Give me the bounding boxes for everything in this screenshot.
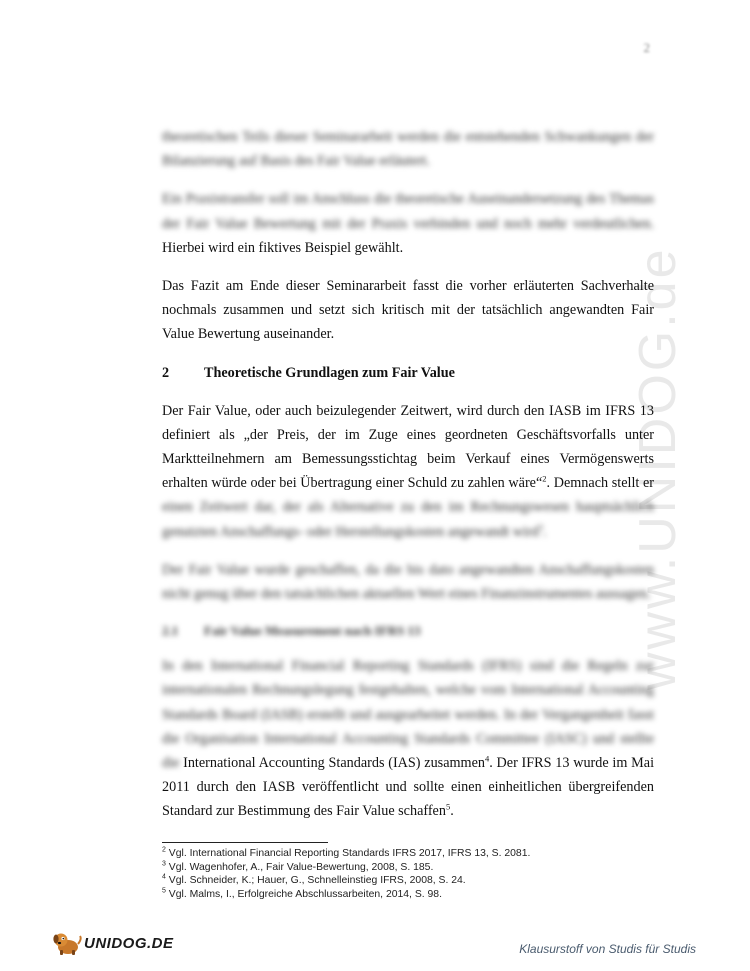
- footnote-number: 5: [162, 887, 166, 895]
- logo-text: UNIDOG.DE: [84, 934, 174, 952]
- ifrs-end-text-b: . Der IFRS 13 wurde im Mai 2011 durch den IASB veröffentlicht und sollte einen einheitlichen übergreifenden Standard zur Bestimmung des Fair Value schaffen: [162, 755, 655, 820]
- footnote-ref-4: 4: [484, 753, 490, 764]
- definition-text: Der Fair Value, oder auch beizulegender Zeitwert, wird durch den IASB im IFRS 13 definiert als „der Preis, der im Zuge eines geordneten Geschäftsvorfalls unter Marktteilnehmern am Bemessungsstichtag beim Verkauf eines Vermögenswerts erhalten würde oder bei Übertragung einer Schuld zu zahlen wäre“: [162, 402, 654, 492]
- section-number: 2: [162, 364, 170, 381]
- footnote-ref-3: 3: [538, 521, 544, 532]
- section-heading: [162, 361, 654, 385]
- unidog-logo: [52, 930, 174, 956]
- footnote-ref-2: 2: [542, 473, 547, 484]
- footnote-number: 4: [162, 873, 166, 881]
- paragraph-fazit: Das Fazit am Ende dieser Seminararbeit fasst die vorher erläuterten Sachverhalte nochmals zusammen und setzt sich kritisch mit der tatsächlich angewandten Fair Value Bewertung auseinander.: [162, 278, 654, 343]
- ifrs-end-text-a: International Accounting Standards (IAS) zusammen: [183, 755, 485, 772]
- paragraph-ifrs: [162, 654, 654, 823]
- footnotes: [162, 847, 530, 901]
- blurred-paragraph-intro: theoretischen Teils dieser Seminararbeit werden die entstehenden Schwankungen der Bilanzierung auf Basis des Fair Value erläutert.: [162, 129, 654, 170]
- footnote-ref-5: 5: [445, 801, 451, 812]
- page-number: 2: [643, 40, 650, 55]
- dog-mascot-icon: [52, 930, 82, 956]
- footnote: [162, 888, 530, 902]
- footnote-text: Vgl. Malms, I., Erfolgreiche Abschlussarbeiten, 2014, S. 98.: [168, 888, 442, 900]
- footnote-number: 3: [162, 860, 166, 868]
- footnote: [162, 847, 530, 861]
- praxis-end-text: Hierbei wird ein fiktives Beispiel gewählt.: [162, 239, 404, 256]
- section-title: Theoretische Grundlagen zum Fair Value: [204, 364, 455, 381]
- watermark: www.UNIDOG.de: [629, 246, 687, 690]
- ifrs-end-text-c: .: [450, 803, 454, 820]
- blurred-text-zeitwert: einen Zeitwert dar, der als Alternative zu den im Rechnungswesen hauptsächlich genutzten Anschaffungs- oder Herstellungskosten angewandt wird: [162, 499, 654, 540]
- document-body: [162, 125, 654, 824]
- footnote-text: Vgl. Wagenhofer, A., Fair Value-Bewertung, 2008, S. 185.: [168, 861, 434, 873]
- footnote-text: Vgl. International Financial Reporting Standards IFRS 2017, IFRS 13, S. 2081.: [168, 848, 531, 859]
- paragraph-praxistransfer: [162, 187, 654, 260]
- subsection-heading: [162, 620, 654, 642]
- blurred-text-praxis: Ein Praxistransfer soll im Anschluss die theoretische Auseinandersetzung des Themas der Fair Value Bewertung mit der Praxis verbinden und noch mehr verdeutlichen.: [162, 191, 654, 232]
- subsection-title: Fair Value Measurement nach IFRS 13: [204, 623, 421, 639]
- blurred-paragraph-fair-value: Der Fair Value wurde geschaffen, da die bis dato angewandten Anschaffungskosten nicht genug über den tatsächlichen aktuellen Wert eines Finanzinstrumentes aussagen.: [162, 561, 654, 603]
- footnote: [162, 874, 530, 888]
- blurred-text-ifrs: In den International Financial Reporting Standards (IFRS) sind die Regeln zur internationalen Rechnungslegung festgehalten, welche vom International Accounting Standards Board (IASB) erstellt und ausgearbeitet werden. In der Vergangenheit fasst die Organisation International Accounting Standards Committee (IASC) und stellte die: [162, 658, 654, 772]
- subsection-number: 2.1: [162, 623, 179, 639]
- footnote-text: Vgl. Schneider, K.; Hauer, G., Schnelleinstieg IFRS, 2008, S. 24.: [168, 875, 466, 887]
- footnote: [162, 861, 530, 875]
- blurred-period: .: [543, 523, 547, 540]
- paragraph-definition: [162, 399, 654, 544]
- footer-tagline: Klausurstoff von Studis für Studis: [519, 942, 696, 956]
- footnote-number: 2: [162, 846, 166, 854]
- definition-after-text: . Demnach stellt er: [546, 475, 654, 492]
- footnote-separator: [162, 842, 328, 843]
